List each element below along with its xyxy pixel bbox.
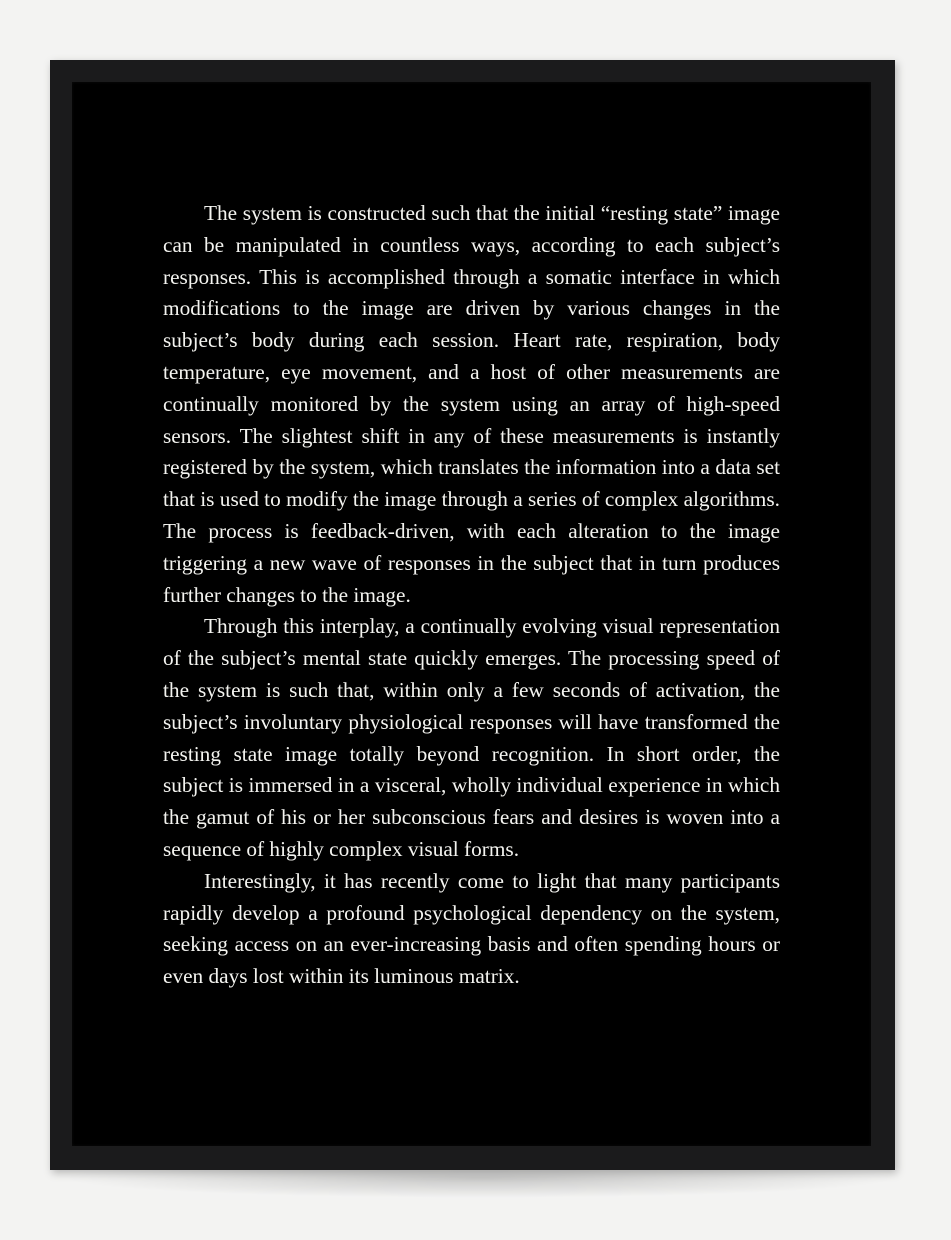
paragraph-3: Interestingly, it has recently come to light that many participants rapidly develop a profound psychological dependency on the system, seeking access on an ever-increasing basis and often spending hours or even days lost within its luminous matrix.: [163, 868, 780, 989]
picture-frame: [50, 60, 895, 1170]
paragraph-2: Through this interplay, a continually evolving visual representation of the subject’s mental state quickly emerges. The processing speed of the system is such that, within only a few seconds of activation, the subject’s involuntary physiological responses will have transformed the resting state image totally beyond recognition. In short order, the subject is immersed in a visceral, wholly individual experience in which the gamut of his or her subconscious fears and desires is woven into a sequence of highly complex visual forms.: [163, 614, 780, 861]
text-panel: [163, 198, 780, 993]
black-panel: [72, 82, 871, 1146]
paragraph-1: The system is constructed such that the initial “resting state” image can be manipulated in countless ways, according to each subject’s responses. This is accomplished through a somatic interface in which modifications to the image are driven by various changes in the subject’s body during each session. Heart rate, respiration, body temperature, eye movement, and a host of other measurements are continually monitored by the system using an array of high-speed sensors. The slightest shift in any of these measurements is instantly registered by the system, which translates the information into a data set that is used to modify the image through a series of complex algorithms. The process is feedback-driven, with each alteration to the image triggering a new wave of responses in the subject that in turn produces further changes to the image.: [163, 201, 780, 607]
